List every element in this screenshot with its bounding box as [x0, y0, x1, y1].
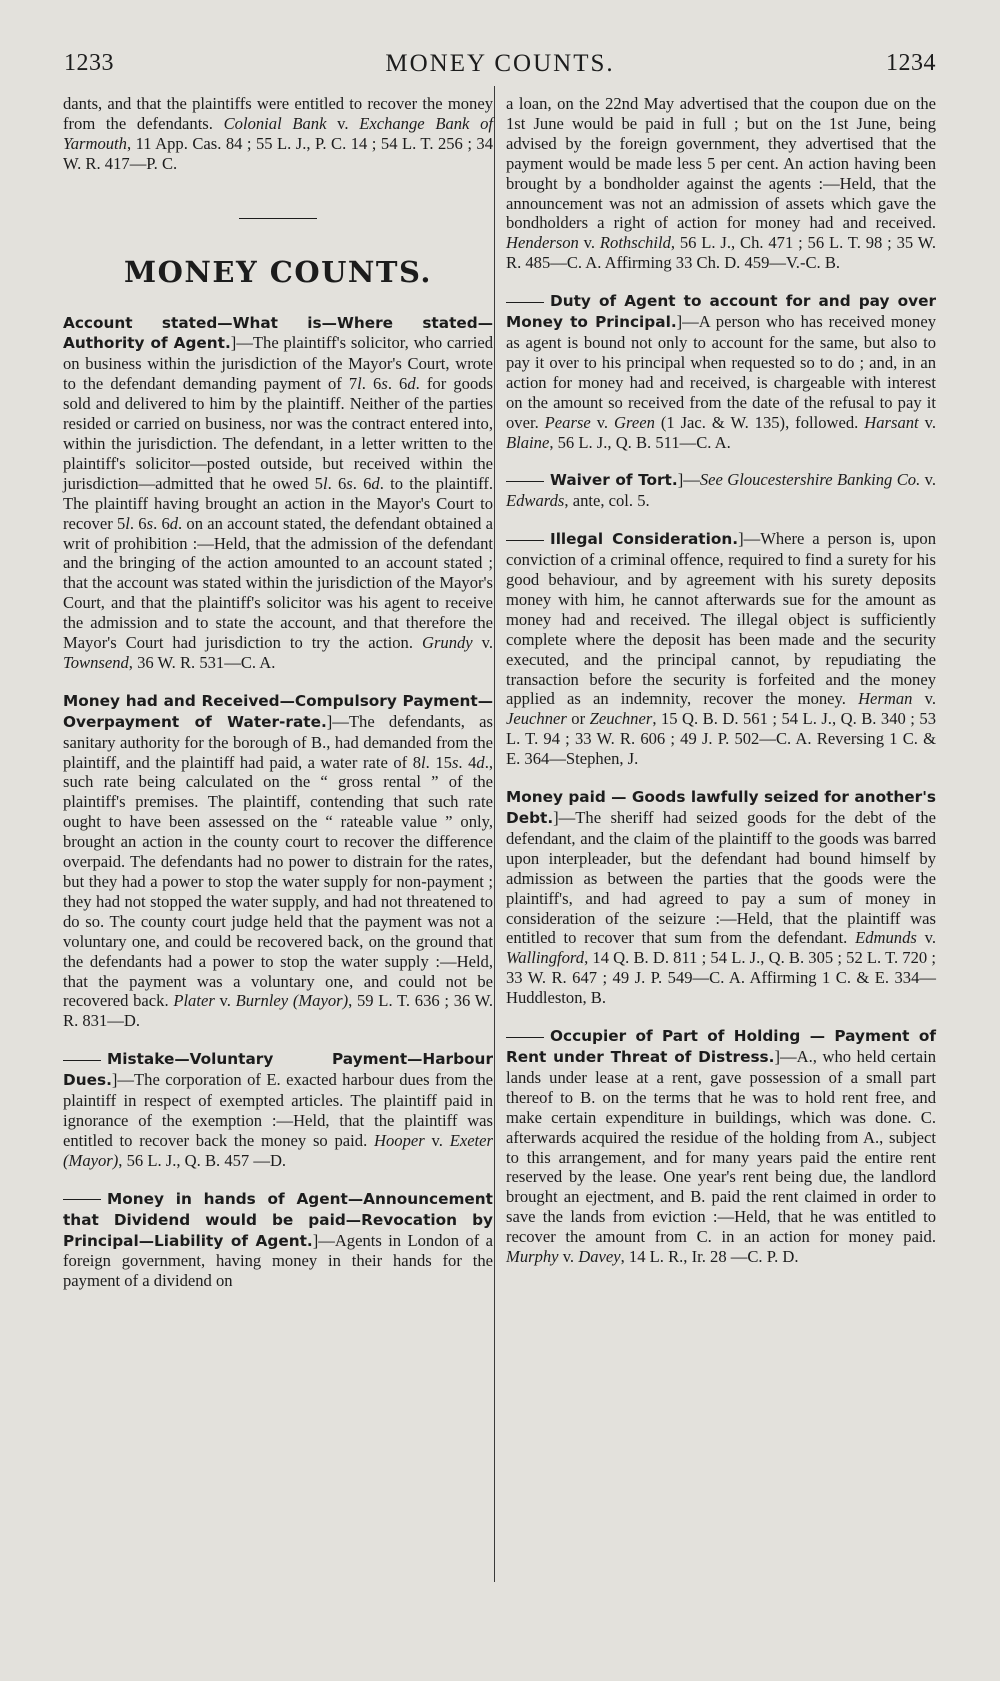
continued-entry: dants, and that the plaintiffs were entitled to recover the money from the defendants. Colonial Bank v. Exchange Bank of Yarmouth, 11 App. Cas. 84 ; 55 L. J., P. C. 14 ; 54 L. T. 256 ; 34 W. R. 417—P. C.: [63, 94, 494, 173]
entry-heading: Mistake—Voluntary Payment—Harbour Dues.: [63, 1050, 493, 1090]
page-header: [64, 50, 936, 90]
left-page-number: 1233: [64, 50, 114, 76]
entry-heading: Money paid — Goods lawfully seized for another's Debt.: [506, 788, 936, 827]
right-page-number: 1234: [886, 50, 936, 76]
ditto-rule: [506, 540, 544, 541]
ditto-rule: [506, 481, 544, 482]
ditto-rule: [506, 302, 544, 303]
continued-entry: a loan, on the 22nd May advertised that the coupon due on the 1st June would be paid in full ; but on the 1st June, being advised by the foreign government, they advertised that the payment would be made less 5 per cent. An action having been brought by a bondholder against the agents :—Held, that the announcement was not an admission of assets which gave the bondholders a right of action for money had and received. Henderson v. Rothschild, 56 L. J., Ch. 471 ; 56 L. T. 98 ; 35 W. R. 485—C. A. Affirming 33 Ch. D. 459—V.-C. B.: [506, 94, 937, 273]
column-divider: [494, 86, 495, 1582]
running-title: MONEY COUNTS.: [385, 50, 615, 77]
entry-heading: Account stated—What is—Where stated—Authority of Agent.: [63, 313, 493, 353]
ditto-rule: [506, 1037, 544, 1038]
entry-heading: Occupier of Part of Holding — Payment of Rent under Threat of Distress.: [506, 1027, 936, 1066]
entry-duty-of-agent: Duty of Agent to account for and pay over Money to Principal.]—A person who has received money as agent is bound not only to account for the same, but also to pay it over to his principal when requested so to do ; and, in an action for money had and received, is chargeable with interest on the amount so received from the date of the refusal to pay it over. Pearse v. Green (1 Jac. & W. 135), followed. Harsant v. Blaine, 56 L. J., Q. B. 511—C. A.: [506, 292, 937, 452]
entry-account-stated: Account stated—What is—Where stated—Authority of Agent.]—The plaintiff's solicitor, who carried on business within the jurisdiction of the Mayor's Court, wrote to the defendant demanding payment of 7l. 6s. 6d. for goods sold and delivered to him by the plaintiff. Neither of the parties resided or carried on business, nor was the contract entered into, within the jurisdiction. The defendant, in a letter written to the plaintiff's solicitor—posted outside, but received within the jurisdiction—admitted that he owed 5l. 6s. 6d. to the plaintiff. The plaintiff having brought an action in the Mayor's Court to recover 5l. 6s. 6d. on an account stated, the defendant obtained a writ of prohibition :—Held, that the admission of the defendant and the bringing of the action amounted to an account stated ; that the account was stated within the jurisdiction of the Mayor's Court, and that the plaintiff's solicitor was his agent to receive the admission and to state the account, and that therefore the Mayor's Court had jurisdiction to try the action. Grundy v. Townsend, 36 W. R. 531—C. A.: [63, 313, 494, 672]
entry-heading: Illegal Consideration.: [550, 530, 739, 549]
section-title: MONEY COUNTS.: [124, 254, 432, 289]
entry-money-had-received: Money had and Received—Compulsory Payment—Overpayment of Water-rate.]—The defendants, as sanitary authority for the borough of B., had demanded from the plaintiff, and the plaintiff had paid, a water rate of 8l. 15s. 4d., such rate being calculated on the “ gross rental ” of the plaintiff's premises. The plaintiff, contending that such rate ought to have been assessed on the “ rateable value ” only, brought an action in the county court to recover the difference overpaid. The defendants had no power to distrain for the rates, but they had a power to stop the water supply for non-payment ; they had not stopped the water supply, and had not threatened to do so. The county court judge held that the payment was not a voluntary one, and could be recovered back, on the ground that the defendants had a power to stop the water supply :—Held, that the payment was a voluntary one, and could not be recovered back. Plater v. Burnley (Mayor), 59 L. T. 636 ; 36 W. R. 831—D.: [63, 691, 494, 1031]
entry-heading: Duty of Agent to account for and pay over Money to Principal.: [506, 292, 936, 332]
entry-money-paid-goods-seized: Money paid — Goods lawfully seized for another's Debt.]—The sheriff had seized goods for the debt of the defendant, and the claim of the plaintiff to the goods was barred upon interpleader, but the defendant had bound himself by admission as between the parties that the goods were the plaintiff's, and had agreed to pay a sum of money in consideration of the seizure :—Held, that the plaintiff was entitled to recover that sum from the defendant. Edmunds v. Wallingford, 14 Q. B. D. 811 ; 54 L. J., Q. B. 305 ; 52 L. T. 720 ; 33 W. R. 647 ; 49 J. P. 549—C. A. Affirming 1 C. & E. 334—Huddleston, B.: [506, 788, 936, 1008]
left-column: [63, 94, 493, 1291]
entry-heading: Waiver of Tort.: [550, 471, 678, 490]
entry-heading: Money had and Received—Compulsory Payment—Overpayment of Water-rate.: [63, 691, 493, 731]
ditto-rule: [63, 1199, 101, 1200]
entry-occupier-of-part: Occupier of Part of Holding — Payment of Rent under Threat of Distress.]—A., who held certain lands under lease at a rent, gave possession of a small part thereof to B. on the terms that he was to hold rent free, and make certain expenditure in buildings, which was done. C. afterwards acquired the residue of the holding from A., subject to this arrangement, and for many years paid the entire rent reserved by the lease. One year's rent being due, the landlord brought an ejectment, and B. paid the rent claimed in order to save the lands from eviction :—Held, that he was entitled to recover the amount from C. in an action for money paid. Murphy v. Davey, 14 L. R., Ir. 28 —C. P. D.: [506, 1027, 936, 1267]
right-column: [506, 94, 936, 1267]
entry-waiver-of-tort: Waiver of Tort.]—See Gloucestershire Banking Co. v. Edwards, ante, col. 5.: [506, 470, 936, 511]
entry-mistake-harbour-dues: Mistake—Voluntary Payment—Harbour Dues.]—The corporation of E. exacted harbour dues from the plaintiff in respect of exempted articles. The plaintiff paid in ignorance of the exemption :—Held, that the plaintiff was entitled to recover back the money so paid. Hooper v. Exeter (Mayor), 56 L. J., Q. B. 457 —D.: [63, 1050, 493, 1170]
entry-heading: Money in hands of Agent—Announcement that Dividend would be paid—Revocation by Principal—Liability of Agent.: [63, 1189, 493, 1250]
entry-money-hands-of-agent: Money in hands of Agent—Announcement that Dividend would be paid—Revocation by Principal—Liability of Agent.]—Agents in London of a foreign government, having money in their hands for the payment of a dividend on: [63, 1189, 493, 1291]
section-rule: [239, 218, 317, 219]
ditto-rule: [63, 1060, 101, 1061]
entry-illegal-consideration: Illegal Consideration.]—Where a person is, upon conviction of a criminal offence, required to find a surety for his good behaviour, and by agreement with his surety deposits money with him, he cannot afterwards sue for the amount as money had and received. The illegal object is sufficiently complete where the deposit has been made and the security executed, and the principal cannot, by repudiating the transaction before the security is forfeited and the money applied as an indemnity, recover the money. Herman v. Jeuchner or Zeuchner, 15 Q. B. D. 561 ; 54 L. J., Q. B. 340 ; 53 L. T. 94 ; 33 W. R. 606 ; 49 J. P. 502—C. A. Reversing 1 C. & E. 364—Stephen, J.: [506, 529, 937, 769]
